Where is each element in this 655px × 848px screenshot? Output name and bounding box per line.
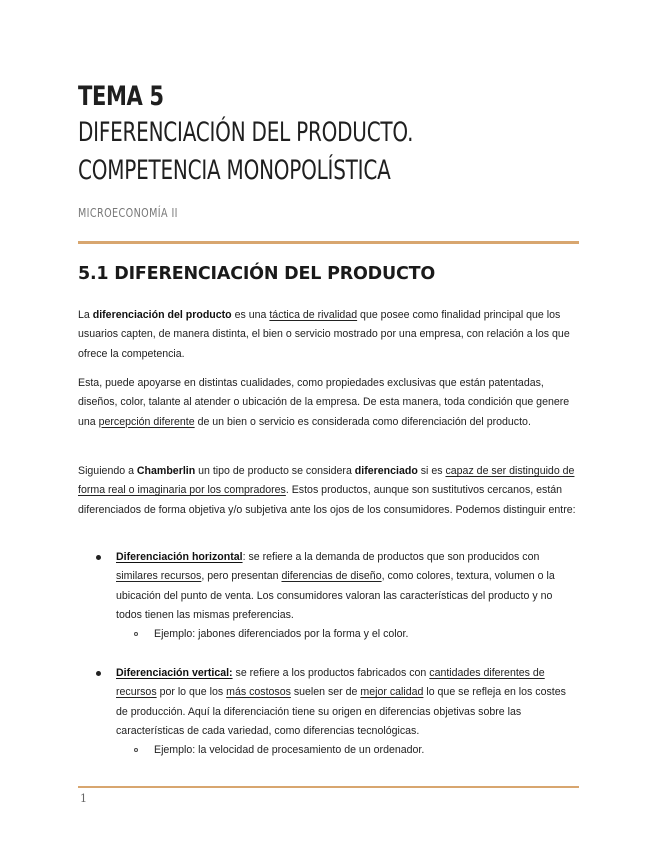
paragraph-1 (78, 306, 580, 364)
underlined-term: percepción diferente (98, 415, 195, 428)
list-item (78, 664, 580, 741)
bold-term: diferenciación del producto (92, 309, 232, 321)
sub-list-item (78, 625, 580, 644)
title-line-1: DIFERENCIACIÓN DEL PRODUCTO. (78, 117, 414, 148)
text-run: La (78, 309, 93, 321)
text-run: por lo que los (156, 686, 227, 699)
bullet-dot-icon (96, 671, 101, 676)
bullet-circle-icon (134, 632, 138, 636)
text-run: . Estos productos, aunque son sustitutivos cercanos, están diferenciados de forma objetiva y/o subjetiva ante los ojos de los consumidores. Podemos distinguir entre: (78, 484, 576, 516)
text-run: , como colores, textura, volumen o la ubicación del punto de venta. Los consumidores valoran las características del producto y no todos tienen las mismas preferencias. (116, 570, 555, 621)
example-text: Ejemplo: jabones diferenciados por la forma y el color. (154, 628, 409, 641)
top-divider (78, 241, 579, 244)
bullet-term: Diferenciación vertical: (116, 667, 233, 679)
subtitle: MICROECONOMÍA II (78, 206, 178, 220)
example-text: Ejemplo: la velocidad de procesamiento de un ordenador. (154, 744, 425, 757)
text-run: : se refiere a la demanda de productos que son producidos con (242, 551, 540, 563)
page-number: 1 (80, 792, 87, 805)
underlined-term: más costosos (226, 686, 291, 699)
underlined-term: similares recursos (116, 570, 202, 583)
paragraph-2 (78, 374, 580, 432)
text-run: suelen ser de (290, 686, 361, 699)
title-line-2: COMPETENCIA MONOPOLÍSTICA (78, 155, 391, 186)
underlined-term: táctica de rivalidad (269, 309, 358, 321)
underlined-term: diferencias de diseño (281, 570, 382, 583)
bullet-horizontal (78, 548, 580, 644)
list-item (78, 548, 580, 625)
bottom-divider (78, 786, 579, 788)
bullet-term: Diferenciación horizontal (116, 551, 243, 563)
text-run: un tipo de producto se considera (195, 465, 355, 477)
underlined-term: capaz de ser distinguido de forma real o imaginaria por los compradores (78, 465, 575, 497)
text-run: Siguiendo a (78, 465, 137, 477)
bullet-vertical (78, 664, 580, 760)
sub-list-item (78, 741, 580, 760)
text-run: lo que se refleja en los costes de producción. Aquí la diferenciación tiene su origen en diferencias objetivas sobre las características de cada variedad, como diferencias tecnológicas. (116, 686, 566, 737)
section-heading: 5.1 DIFERENCIACIÓN DEL PRODUCTO (78, 264, 436, 284)
bullet-circle-icon (134, 748, 138, 752)
bullet-dot-icon (96, 555, 101, 560)
text-run: se refiere a los productos fabricados con (232, 667, 430, 679)
text-run: que posee como finalidad principal que los usuarios capten, de manera distinta, el bien o servicio mostrado por una empresa, con relación a los que ofrece la competencia. (78, 309, 570, 360)
tema-label: TEMA 5 (78, 81, 164, 112)
text-run: si es (417, 465, 446, 477)
underlined-term: mejor calidad (360, 686, 424, 699)
title-block (78, 80, 578, 190)
text-run: , pero presentan (201, 570, 282, 583)
underlined-term: cantidades diferentes de recursos (116, 667, 545, 699)
paragraph-3 (78, 462, 580, 520)
text-run: Esta, puede apoyarse en distintas cualidades, como propiedades exclusivas que están patentadas, diseños, color, talante al atender o ubicación de la empresa. De esta manera, toda condición que genere una (78, 377, 570, 428)
text-run: es una (231, 309, 270, 321)
text-run: de un bien o servicio es considerada como diferenciación del producto. (194, 415, 531, 428)
bold-term: diferenciado (354, 465, 418, 477)
bold-term: Chamberlin (136, 465, 196, 477)
